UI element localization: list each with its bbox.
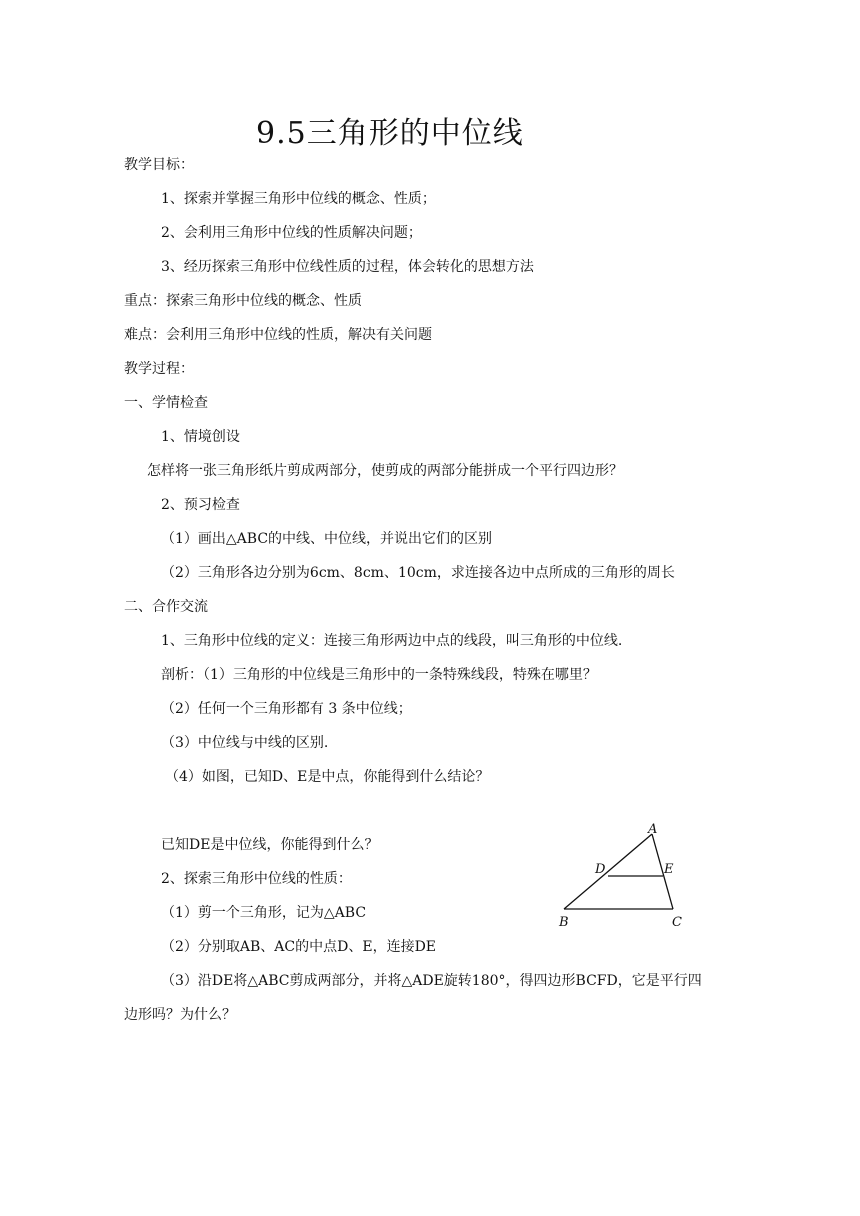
midline-definition: 1、三角形中位线的定义：连接三角形两边中点的线段，叫三角形的中位线. — [161, 633, 623, 649]
label-b: B — [559, 915, 569, 930]
label-a: A — [648, 822, 658, 837]
explore-step-3: （3）沿DE将△ABC剪成两部分，并将△ADE旋转180°，得四边形BCFD，它是平行四 — [161, 973, 702, 989]
given-midline-question: 已知DE是中位线，你能得到什么？ — [161, 837, 379, 853]
subsection-situation: 1、情境创设 — [161, 429, 240, 445]
analysis-item-2: （2）任何一个三角形都有 3 条中位线； — [161, 701, 412, 717]
analysis-item-4: （4）如图，已知D、E是中点，你能得到什么结论？ — [165, 769, 490, 785]
key-point: 重点：探索三角形中位线的概念、性质 — [124, 293, 362, 309]
label-d: D — [595, 862, 606, 877]
section-2-heading: 二、合作交流 — [124, 599, 208, 615]
explore-step-3-continued: 边形吗？为什么？ — [124, 1007, 236, 1023]
difficult-point: 难点：会利用三角形中位线的性质，解决有关问题 — [124, 327, 432, 343]
objective-1: 1、探索并掌握三角形中位线的概念、性质； — [161, 191, 436, 207]
side-ab — [564, 834, 652, 909]
label-c: C — [672, 915, 682, 930]
analysis-item-3: （3）中位线与中线的区别. — [161, 735, 329, 751]
subsection-preview: 2、预习检查 — [161, 497, 240, 513]
analysis-item-1: 剖析：（1）三角形的中位线是三角形中的一条特殊线段，特殊在哪里？ — [161, 667, 597, 683]
label-e: E — [664, 862, 674, 877]
section-1-heading: 一、学情检查 — [124, 395, 208, 411]
objective-3: 3、经历探索三角形中位线性质的过程，体会转化的思想方法 — [161, 259, 534, 275]
preview-item-2: （2）三角形各边分别为6cm、8cm、10cm，求连接各边中点所成的三角形的周长 — [161, 565, 675, 581]
explore-step-1: （1）剪一个三角形，记为△ABC — [161, 905, 367, 921]
explore-properties-heading: 2、探索三角形中位线的性质： — [161, 871, 352, 887]
page-title: 9.5三角形的中位线 — [256, 116, 524, 151]
situation-question: 怎样将一张三角形纸片剪成两部分，使剪成的两部分能拼成一个平行四边形？ — [147, 463, 623, 479]
teaching-process-heading: 教学过程： — [124, 361, 194, 377]
objective-2: 2、会利用三角形中位线的性质解决问题； — [161, 225, 422, 241]
explore-step-2: （2）分别取AB、AC的中点D、E，连接DE — [161, 939, 437, 955]
teaching-objectives-heading: 教学目标： — [124, 157, 194, 173]
preview-item-1: （1）画出△ABC的中线、中位线，并说出它们的区别 — [161, 531, 493, 547]
triangle-midline-figure — [550, 818, 700, 938]
